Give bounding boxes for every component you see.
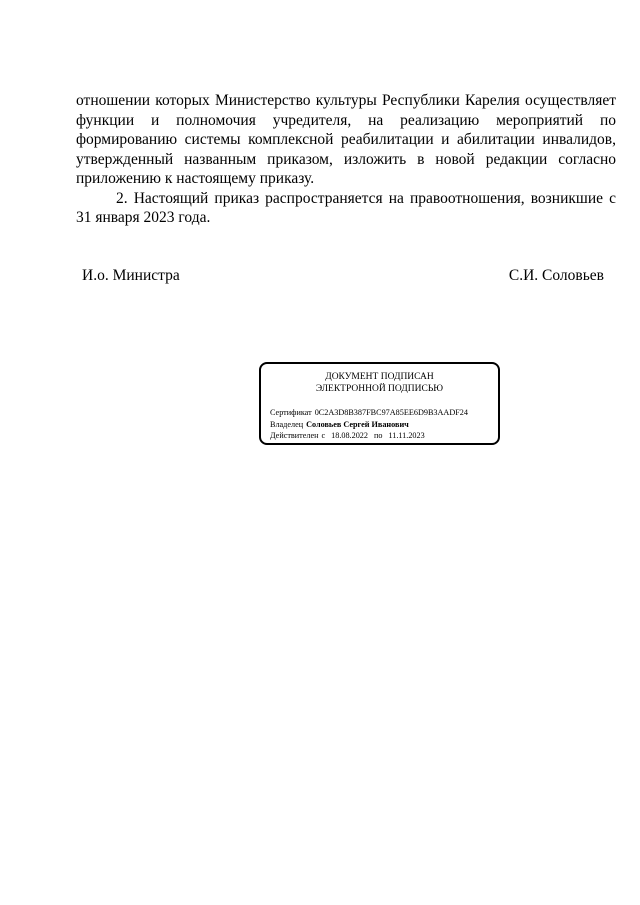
stamp-certificate-row (270, 407, 468, 419)
stamp-validity-row (270, 430, 468, 442)
signatory-name: С.И. Соловьев (508, 267, 604, 284)
validity-to-prefix: по (373, 431, 383, 440)
paragraph-continuation: отношении которых Министерство культуры Республики Карелия осуществляет функции и полномочия учредителя, на реализацию мероприятий по формированию системы комплексной реабилитации и абилитации инвалидов, утвержденный названным приказом, изложить в новой редакции согласно приложению к настоящему приказу. (76, 92, 616, 187)
validity-to-date: 11.11.2023 (388, 431, 425, 440)
electronic-signature-stamp (259, 362, 500, 445)
paragraph-item-2: 2. Настоящий приказ распространяется на правоотношения, возникшие с 31 января 2023 года. (76, 189, 616, 226)
stamp-header-line-2: ЭЛЕКТРОННОЙ ПОДПИСЬЮ (315, 383, 444, 394)
certificate-value: 0C2A3D8B387FBC97A85EE6D9B3AADF24 (314, 408, 468, 417)
stamp-header-line-1: ДОКУМЕНТ ПОДПИСАН (325, 372, 434, 382)
owner-label: Владелец (270, 419, 304, 429)
document-body (76, 91, 616, 228)
validity-from-date: 18.08.2022 (331, 431, 368, 440)
signatory-position: И.о. Министра (82, 267, 180, 284)
certificate-label: Сертификат (270, 408, 312, 417)
validity-label: Действителен (270, 431, 319, 440)
stamp-header (261, 372, 498, 395)
stamp-details (270, 407, 468, 442)
owner-value: Соловьев Сергей Иванович (306, 419, 409, 429)
validity-from-prefix: с (321, 431, 326, 440)
signature-block (82, 266, 604, 285)
stamp-owner-row (270, 419, 468, 431)
